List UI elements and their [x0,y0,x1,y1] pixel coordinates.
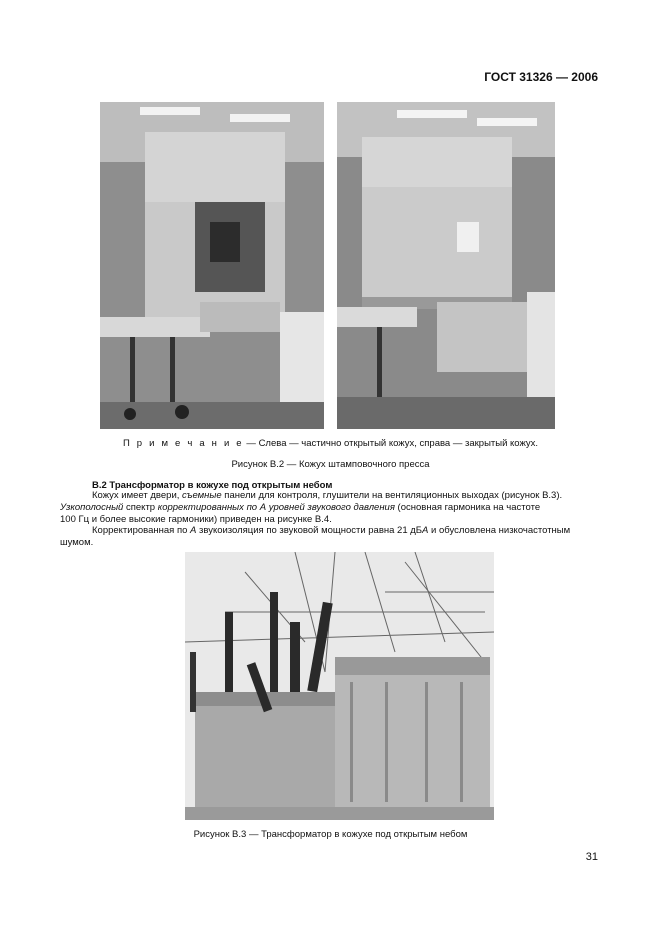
press-photo-right [337,102,555,429]
page-number: 31 [585,851,598,863]
press-photo-left [100,102,324,429]
standard-header: ГОСТ 31326 — 2006 [484,70,598,84]
paragraph-1: Кожух имеет двери, съемные панели для контроля, глушители на вентиляционных выходах (рисунок В.3). Узкополосный спектр корректированных по А уровней звукового давления (основная гармоника на частоте 100 Гц и более высокие гармоники) приведен на рисунке В.4. Корректированная по А звукоизоляция по звуковой мощности равна 21 дБА и обусловлена низкочастотным шумом. [60,490,571,549]
figure-b2-caption: Рисунок В.2 — Кожух штамповочного пресса [231,459,430,470]
transformer-photo [185,552,494,820]
section-heading: В.2 Трансформатор в кожухе под открытым небом [92,480,333,491]
figure-b3-caption: Рисунок В.3 — Трансформатор в кожухе под открытым небом [193,829,468,840]
figure-note: П р и м е ч а н и е — Слева — частично открытый кожух, справа — закрытый кожух. [122,438,539,449]
